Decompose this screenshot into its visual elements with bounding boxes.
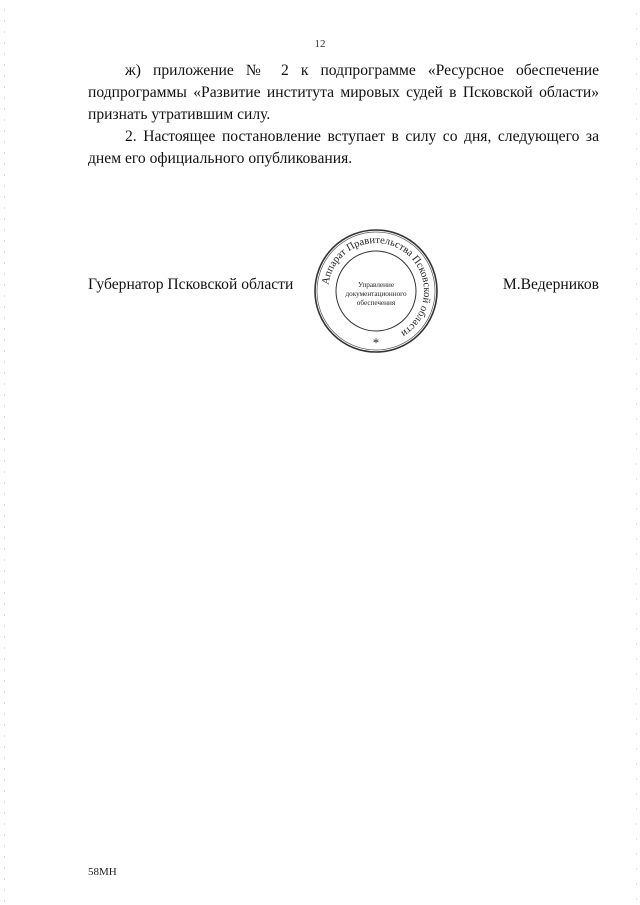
signatory-name: М.Ведерников: [502, 276, 599, 293]
seal-center-line-1: Управление: [357, 281, 395, 289]
seal-graphic: [312, 227, 440, 355]
seal-star-icon: *: [372, 335, 380, 350]
scan-margin-mark-left: [4, 0, 5, 905]
signatory-position: Губернатор Псковской области: [88, 276, 294, 293]
document-body: [88, 60, 599, 170]
page-number: 12: [314, 38, 326, 50]
seal-ring-text: Аппарат Правительства Псковской области: [320, 234, 433, 339]
seal-center-line-3: обеспечения: [356, 299, 396, 307]
paragraph-clause-zh: ж) приложение № 2 к подпрограмме «Ресурсное обеспечение подпрограммы «Развитие института мировых судей в Псковской области» признать утратившим силу.: [88, 62, 599, 123]
scan-margin-mark-right: [636, 0, 637, 905]
document-code: 58МН: [88, 866, 117, 878]
paragraph-effective-date: 2. Настоящее постановление вступает в силу со дня, следующего за днем его официального опубликования.: [88, 128, 599, 167]
seal-center-line-2: документационного: [345, 290, 407, 298]
official-seal: [312, 227, 440, 355]
